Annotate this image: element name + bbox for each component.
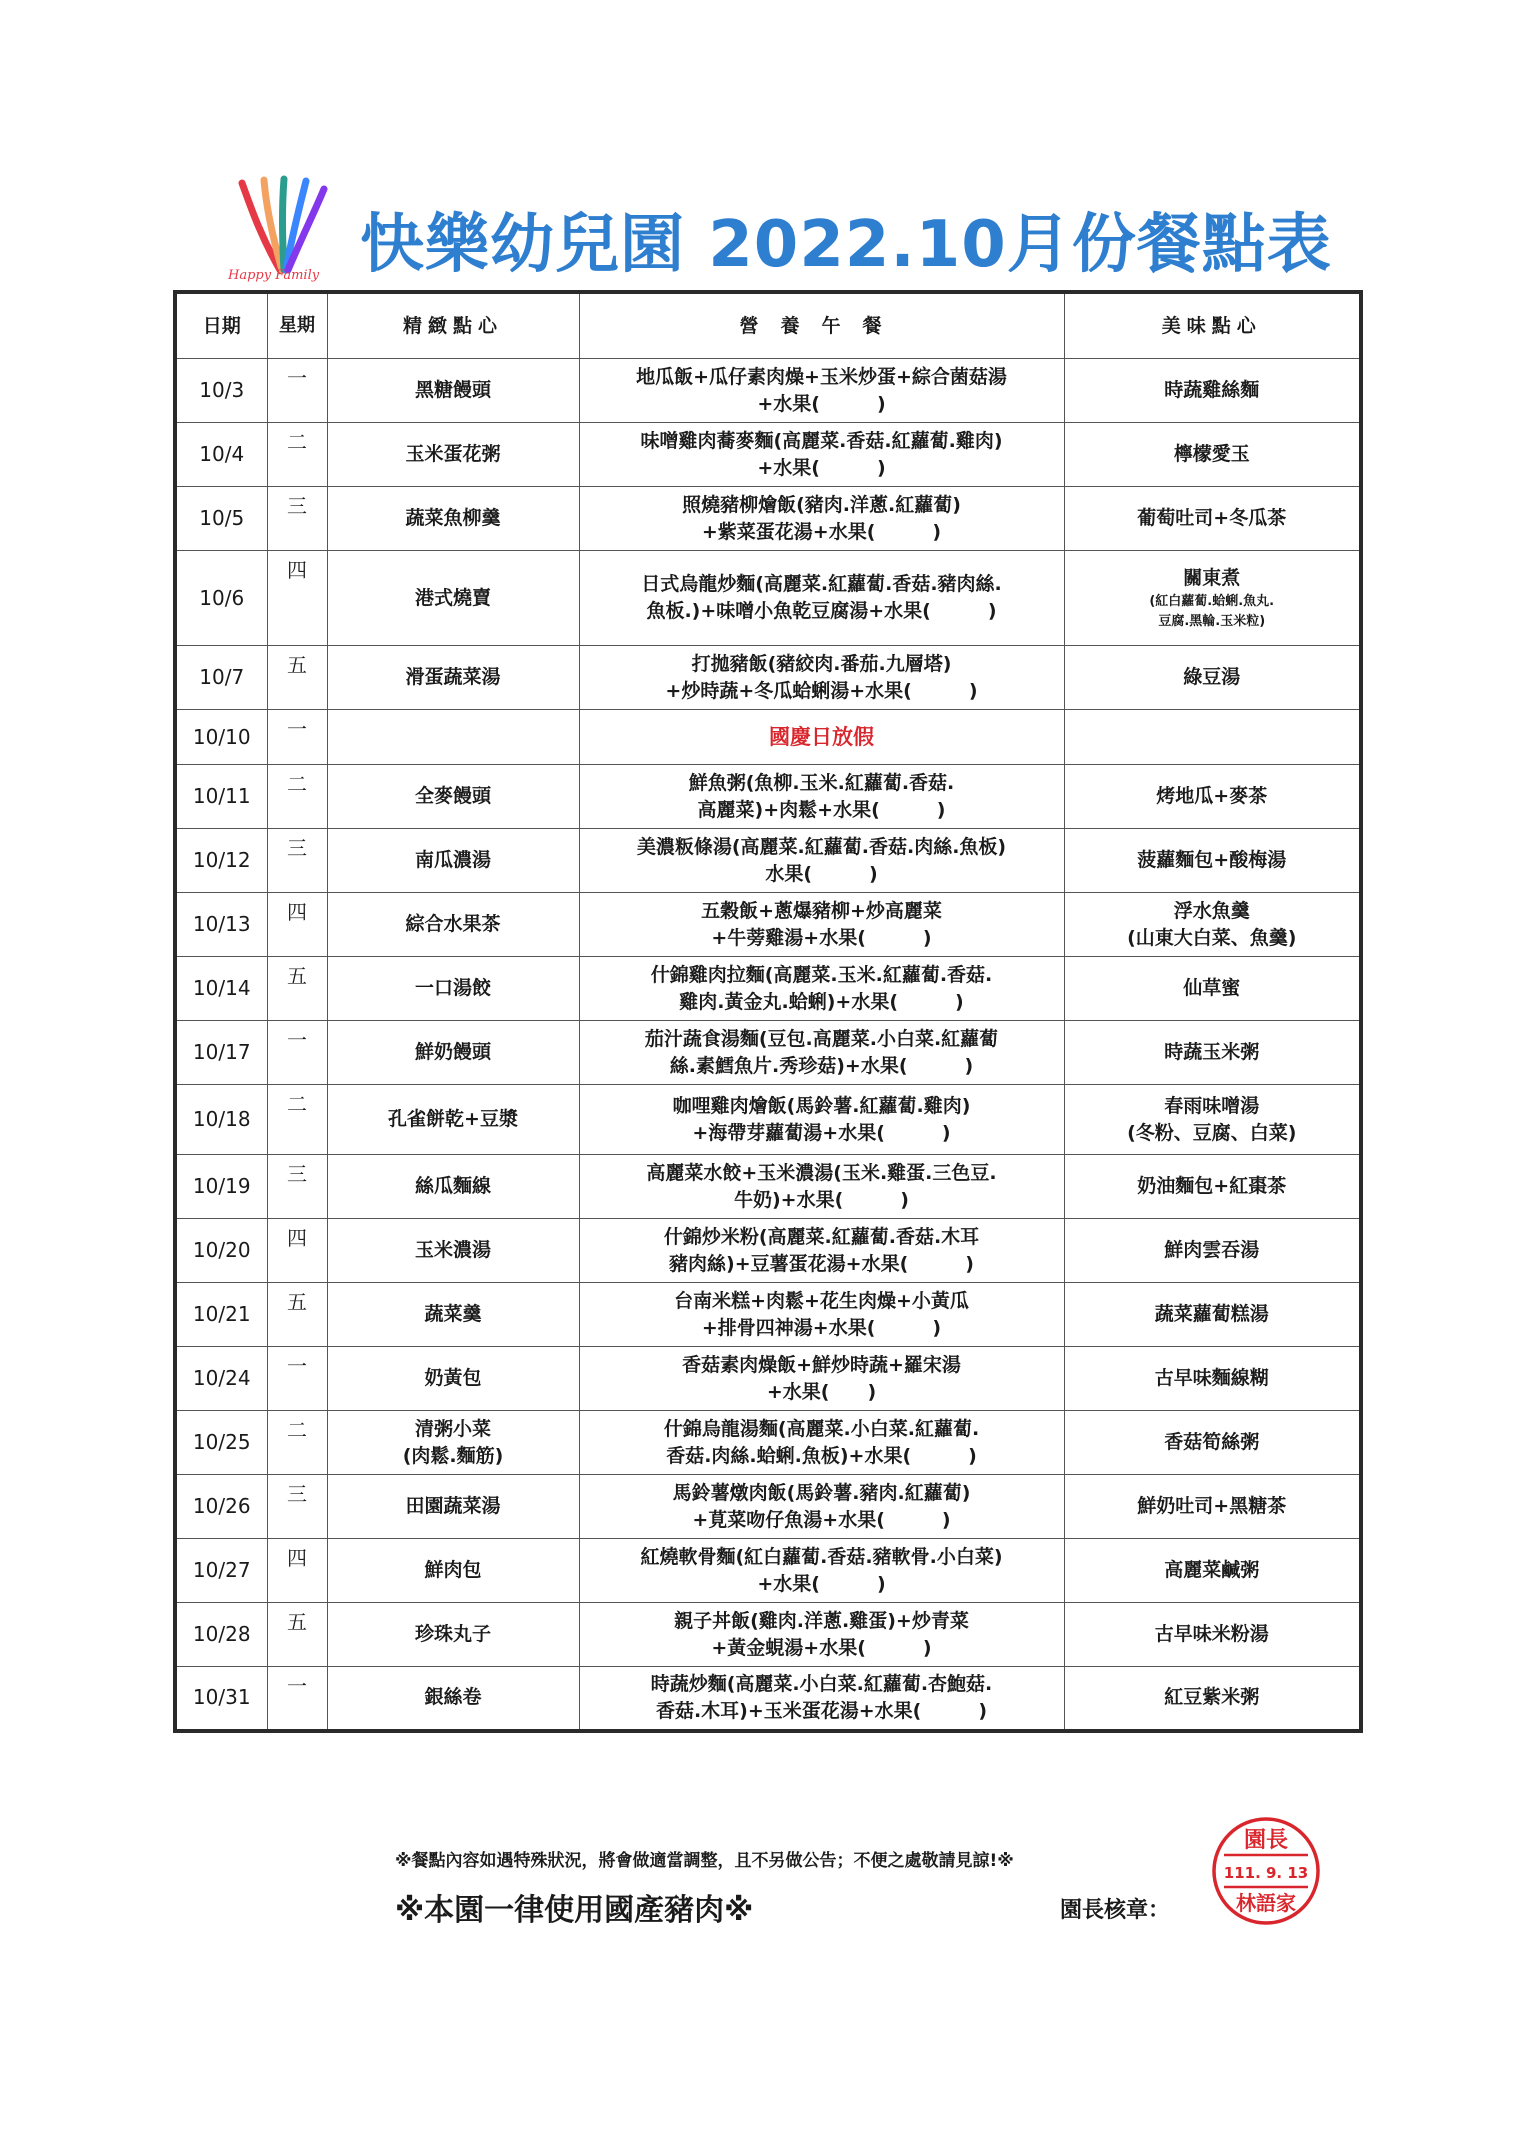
lunch-line: +牛蒡雞湯+水果( ) [711, 926, 932, 949]
row-lunch [579, 487, 1064, 551]
morning-snack-line: 田園蔬菜湯 [405, 1495, 501, 1517]
table-row [175, 1283, 1361, 1347]
row-lunch [579, 423, 1064, 487]
row-date: 10/13 [175, 893, 267, 957]
lunch-line: 打拋豬飯(豬絞肉.番茄.九層塔) [691, 652, 952, 675]
row-date: 10/21 [175, 1283, 267, 1347]
header [220, 175, 1332, 285]
afternoon-snack-line: 仙草蜜 [1183, 977, 1241, 999]
row-lunch [579, 829, 1064, 893]
lunch-line: 美濃粄條湯(高麗菜.紅蘿蔔.香菇.肉絲.魚板) [636, 835, 1007, 858]
principal-stamp-icon [1210, 1815, 1322, 1927]
row-date: 10/7 [175, 646, 267, 710]
stamp-title: 園長 [1243, 1828, 1289, 1853]
row-weekday: 四 [267, 551, 327, 646]
lunch-line: 親子丼飯(雞肉.洋蔥.雞蛋)+炒青菜 [674, 1609, 969, 1632]
row-afternoon-snack [1064, 1539, 1361, 1603]
row-afternoon-snack [1064, 765, 1361, 829]
table-row [175, 1021, 1361, 1085]
afternoon-snack-line: 時蔬雞絲麵 [1164, 379, 1260, 401]
row-morning-snack [327, 551, 579, 646]
afternoon-snack-line: 關東煮 [1183, 566, 1241, 589]
lunch-line: 香菇.木耳)+玉米蛋花湯+水果( ) [655, 1699, 988, 1722]
stamp-date: 111. 9. 13 [1223, 1864, 1309, 1882]
row-morning-snack [327, 1603, 579, 1667]
table-row [175, 1667, 1361, 1731]
lunch-line: +水果( ) [766, 1380, 877, 1403]
menu-body [175, 359, 1361, 1731]
morning-snack-line: 一口湯餃 [414, 977, 491, 999]
lunch-line: 地瓜飯+瓜仔素肉燥+玉米炒蛋+綜合菌菇湯 [636, 365, 1007, 388]
row-weekday: 二 [267, 1085, 327, 1155]
lunch-line: 什錦雞肉拉麵(高麗菜.玉米.紅蘿蔔.香菇. [650, 963, 993, 986]
table-row [175, 710, 1361, 765]
lunch-line: 鮮魚粥(魚柳.玉米.紅蘿蔔.香菇. [688, 771, 955, 794]
row-date: 10/27 [175, 1539, 267, 1603]
afternoon-snack-line: 葡萄吐司+冬瓜茶 [1137, 507, 1287, 529]
morning-snack-line: 滑蛋蔬菜湯 [405, 666, 501, 688]
morning-snack-line: 鮮奶饅頭 [414, 1041, 491, 1063]
row-weekday: 五 [267, 646, 327, 710]
row-date: 10/10 [175, 710, 267, 765]
row-weekday: 一 [267, 359, 327, 423]
morning-snack-line: 孔雀餅乾+豆漿 [388, 1108, 518, 1130]
morning-snack-line: 玉米濃湯 [414, 1239, 491, 1261]
row-lunch [579, 551, 1064, 646]
row-date: 10/19 [175, 1155, 267, 1219]
table-row [175, 1539, 1361, 1603]
afternoon-snack-line: 豆腐.黑輪.玉米粒) [1158, 613, 1266, 629]
row-morning-snack [327, 957, 579, 1021]
lunch-line: +黃金蜆湯+水果( ) [711, 1636, 932, 1659]
row-lunch [579, 1021, 1064, 1085]
table-row [175, 551, 1361, 646]
lunch-line: +海帶芽蘿蔔湯+水果( ) [692, 1121, 951, 1144]
table-row [175, 359, 1361, 423]
row-weekday: 二 [267, 423, 327, 487]
afternoon-snack-line: 古早味米粉湯 [1154, 1623, 1269, 1645]
row-afternoon-snack [1064, 1475, 1361, 1539]
table-row [175, 1603, 1361, 1667]
afternoon-snack-line: 檸檬愛玉 [1173, 443, 1250, 465]
row-morning-snack [327, 487, 579, 551]
morning-snack-line: (肉鬆.麵筋) [402, 1444, 504, 1467]
table-row [175, 1219, 1361, 1283]
row-lunch [579, 1085, 1064, 1155]
page-title: 快樂幼兒園 2022.10月份餐點表 [360, 208, 1332, 282]
lunch-line: 高麗菜)+肉鬆+水果( ) [697, 798, 946, 821]
lunch-line: +排骨四神湯+水果( ) [701, 1316, 942, 1339]
afternoon-snack-line: 奶油麵包+紅棗茶 [1137, 1175, 1287, 1197]
row-weekday: 一 [267, 1021, 327, 1085]
lunch-line: 照燒豬柳燴飯(豬肉.洋蔥.紅蘿蔔) [682, 493, 961, 516]
row-date: 10/14 [175, 957, 267, 1021]
row-morning-snack [327, 1539, 579, 1603]
lunch-line: 國慶日放假 [769, 724, 874, 749]
column-header-lunch: 營養午餐 [579, 292, 1064, 359]
lunch-line: 日式烏龍炒麵(高麗菜.紅蘿蔔.香菇.豬肉絲. [641, 573, 1002, 595]
row-weekday: 三 [267, 487, 327, 551]
table-row [175, 1155, 1361, 1219]
lunch-line: 紅燒軟骨麵(紅白蘿蔔.香菇.豬軟骨.小白菜) [640, 1545, 1003, 1568]
morning-snack-line: 綜合水果茶 [405, 913, 501, 935]
row-lunch [579, 1411, 1064, 1475]
row-afternoon-snack [1064, 359, 1361, 423]
row-afternoon-snack [1064, 893, 1361, 957]
row-lunch [579, 1347, 1064, 1411]
logo-icon [220, 175, 340, 285]
afternoon-snack-line: 綠豆湯 [1183, 666, 1241, 688]
afternoon-snack-line: 烤地瓜+麥茶 [1156, 785, 1268, 807]
lunch-line: 高麗菜水餃+玉米濃湯(玉米.雞蛋.三色豆. [646, 1161, 997, 1184]
row-weekday: 四 [267, 893, 327, 957]
row-morning-snack [327, 1475, 579, 1539]
row-lunch [579, 957, 1064, 1021]
lunch-line: +水果( ) [757, 456, 886, 479]
morning-snack-line: 南瓜濃湯 [414, 849, 491, 871]
menu-table [173, 290, 1363, 1733]
row-date: 10/18 [175, 1085, 267, 1155]
afternoon-snack-line: 蔬菜蘿蔔糕湯 [1154, 1303, 1269, 1325]
table-row [175, 1085, 1361, 1155]
row-afternoon-snack [1064, 1667, 1361, 1731]
row-date: 10/11 [175, 765, 267, 829]
row-afternoon-snack [1064, 1411, 1361, 1475]
morning-snack-line: 銀絲卷 [424, 1686, 482, 1709]
morning-snack-line: 蔬菜魚柳羹 [405, 507, 501, 529]
row-date: 10/28 [175, 1603, 267, 1667]
lunch-line: 絲.素鱈魚片.秀珍菇)+水果( ) [669, 1054, 974, 1077]
morning-snack-line: 珍珠丸子 [414, 1623, 491, 1645]
morning-snack-line: 黑糖饅頭 [414, 379, 491, 401]
row-afternoon-snack [1064, 1085, 1361, 1155]
table-header-row [175, 292, 1361, 359]
row-weekday: 一 [267, 1667, 327, 1731]
row-afternoon-snack [1064, 1283, 1361, 1347]
row-date: 10/25 [175, 1411, 267, 1475]
row-date: 10/24 [175, 1347, 267, 1411]
column-header-morning-snack: 精緻點心 [327, 292, 579, 359]
row-morning-snack [327, 1347, 579, 1411]
row-morning-snack [327, 1667, 579, 1731]
stamp-label: 園長核章： [1060, 1898, 1171, 1923]
afternoon-snack-line: 菠蘿麵包+酸梅湯 [1137, 849, 1287, 871]
lunch-line: 豬肉絲)+豆薯蛋花湯+水果( ) [669, 1252, 974, 1275]
morning-snack-line: 玉米蛋花粥 [405, 443, 501, 465]
morning-snack-line: 港式燒賣 [414, 586, 491, 609]
table-row [175, 487, 1361, 551]
row-weekday: 五 [267, 1283, 327, 1347]
row-weekday: 四 [267, 1539, 327, 1603]
lunch-line: 時蔬炒麵(高麗菜.小白菜.紅蘿蔔.杏鮑菇. [650, 1672, 993, 1695]
lunch-line: 雞肉.黃金丸.蛤蜊)+水果( ) [679, 990, 964, 1013]
lunch-line: +水果( ) [757, 1572, 886, 1595]
row-lunch [579, 1603, 1064, 1667]
morning-snack-line: 奶黃包 [424, 1367, 482, 1389]
row-date: 10/17 [175, 1021, 267, 1085]
row-morning-snack [327, 359, 579, 423]
row-lunch [579, 893, 1064, 957]
lunch-line: 咖哩雞肉燴飯(馬鈴薯.紅蘿蔔.雞肉) [672, 1094, 971, 1117]
table-row [175, 646, 1361, 710]
row-afternoon-snack [1064, 646, 1361, 710]
row-afternoon-snack [1064, 487, 1361, 551]
morning-snack-line: 全麥饅頭 [414, 785, 491, 807]
row-afternoon-snack [1064, 957, 1361, 1021]
morning-snack-line: 清粥小菜 [414, 1417, 491, 1440]
row-afternoon-snack [1064, 1219, 1361, 1283]
morning-snack-line: 蔬菜羹 [424, 1303, 482, 1325]
lunch-line: 味噌雞肉蕎麥麵(高麗菜.香菇.紅蘿蔔.雞肉) [640, 429, 1003, 452]
row-date: 10/5 [175, 487, 267, 551]
row-date: 10/3 [175, 359, 267, 423]
row-morning-snack [327, 765, 579, 829]
lunch-line: 香菇素肉燥飯+鮮炒時蔬+羅宋湯 [682, 1353, 961, 1376]
lunch-line: 什錦炒米粉(高麗菜.紅蘿蔔.香菇.木耳 [663, 1225, 980, 1248]
lunch-line: 牛奶)+水果( ) [734, 1188, 909, 1211]
row-weekday: 四 [267, 1219, 327, 1283]
table-row [175, 893, 1361, 957]
afternoon-snack-line: (紅白蘿蔔.蛤蜊.魚丸. [1149, 593, 1275, 609]
afternoon-snack-line: 春雨味噌湯 [1164, 1094, 1260, 1117]
lunch-line: 香菇.肉絲.蛤蜊.魚板)+水果( ) [666, 1444, 977, 1467]
afternoon-snack-line: 時蔬玉米粥 [1164, 1041, 1260, 1063]
logo-text: Happy Family [228, 268, 320, 283]
row-weekday: 五 [267, 957, 327, 1021]
row-weekday: 二 [267, 765, 327, 829]
column-header-afternoon-snack: 美味點心 [1064, 292, 1361, 359]
afternoon-snack-line: (山東大白菜、魚羹) [1127, 926, 1297, 949]
afternoon-snack-line: 香菇筍絲粥 [1164, 1431, 1260, 1453]
row-morning-snack [327, 1085, 579, 1155]
table-row [175, 1475, 1361, 1539]
row-lunch [579, 1283, 1064, 1347]
row-weekday: 五 [267, 1603, 327, 1667]
lunch-line: +水果( ) [757, 392, 886, 415]
afternoon-snack-line: 鮮肉雲吞湯 [1164, 1239, 1260, 1261]
row-lunch [579, 1155, 1064, 1219]
row-morning-snack [327, 423, 579, 487]
row-morning-snack [327, 1411, 579, 1475]
row-morning-snack [327, 710, 579, 765]
row-afternoon-snack [1064, 710, 1361, 765]
morning-snack-line: 絲瓜麵線 [414, 1175, 491, 1197]
row-lunch [579, 765, 1064, 829]
row-afternoon-snack [1064, 423, 1361, 487]
table-row [175, 829, 1361, 893]
row-afternoon-snack [1064, 1603, 1361, 1667]
row-holiday [579, 710, 1064, 765]
row-lunch [579, 1539, 1064, 1603]
row-weekday: 三 [267, 1155, 327, 1219]
row-morning-snack [327, 1283, 579, 1347]
row-date: 10/20 [175, 1219, 267, 1283]
lunch-line: 水果( ) [765, 862, 878, 885]
row-lunch [579, 1219, 1064, 1283]
lunch-line: 五穀飯+蔥爆豬柳+炒高麗菜 [701, 899, 942, 922]
row-lunch [579, 359, 1064, 423]
table-row [175, 423, 1361, 487]
row-lunch [579, 646, 1064, 710]
row-morning-snack [327, 1219, 579, 1283]
afternoon-snack-line: 紅豆紫米粥 [1164, 1686, 1260, 1709]
row-date: 10/12 [175, 829, 267, 893]
column-header-date: 日期 [175, 292, 267, 359]
row-weekday: 一 [267, 1347, 327, 1411]
afternoon-snack-line: 高麗菜鹹粥 [1164, 1559, 1260, 1581]
row-afternoon-snack [1064, 551, 1361, 646]
row-weekday: 三 [267, 1475, 327, 1539]
row-morning-snack [327, 1021, 579, 1085]
table-row [175, 957, 1361, 1021]
row-date: 10/31 [175, 1667, 267, 1731]
afternoon-snack-line: 浮水魚羹 [1173, 899, 1250, 922]
afternoon-snack-line: 古早味麵線糊 [1154, 1367, 1269, 1389]
row-date: 10/6 [175, 551, 267, 646]
row-afternoon-snack [1064, 1347, 1361, 1411]
row-morning-snack [327, 893, 579, 957]
lunch-line: 茄汁蔬食湯麵(豆包.高麗菜.小白菜.紅蘿蔔 [644, 1027, 999, 1050]
row-afternoon-snack [1064, 829, 1361, 893]
row-weekday: 一 [267, 710, 327, 765]
column-header-weekday: 星期 [267, 292, 327, 359]
row-weekday: 三 [267, 829, 327, 893]
table-row [175, 1411, 1361, 1475]
row-lunch [579, 1667, 1064, 1731]
row-afternoon-snack [1064, 1021, 1361, 1085]
afternoon-snack-line: (冬粉、豆腐、白菜) [1127, 1121, 1297, 1144]
lunch-line: +炒時蔬+冬瓜蛤蜊湯+水果( ) [665, 679, 978, 702]
stamp-name: 林語家 [1236, 1891, 1296, 1915]
row-date: 10/26 [175, 1475, 267, 1539]
row-morning-snack [327, 646, 579, 710]
row-date: 10/4 [175, 423, 267, 487]
lunch-line: +紫菜蛋花湯+水果( ) [701, 520, 942, 543]
row-weekday: 二 [267, 1411, 327, 1475]
lunch-line: 台南米糕+肉鬆+花生肉燥+小黃瓜 [674, 1289, 969, 1312]
table-row [175, 1347, 1361, 1411]
row-morning-snack [327, 1155, 579, 1219]
row-lunch [579, 1475, 1064, 1539]
lunch-line: +莧菜吻仔魚湯+水果( ) [692, 1508, 951, 1531]
lunch-line: 什錦烏龍湯麵(高麗菜.小白菜.紅蘿蔔. [663, 1417, 980, 1440]
lunch-line: 魚板.)+味噌小魚乾豆腐湯+水果( ) [646, 600, 997, 622]
afternoon-snack-line: 鮮奶吐司+黑糖茶 [1137, 1495, 1287, 1517]
footer-domestic-pork: ※本園一律使用國產豬肉※ [395, 1893, 754, 1928]
morning-snack-line: 鮮肉包 [424, 1559, 482, 1581]
lunch-line: 馬鈴薯燉肉飯(馬鈴薯.豬肉.紅蘿蔔) [672, 1481, 971, 1504]
table-row [175, 765, 1361, 829]
row-morning-snack [327, 829, 579, 893]
row-afternoon-snack [1064, 1155, 1361, 1219]
footer-note: ※餐點內容如遇特殊狀況，將會做適當調整，且不另做公告；不便之處敬請見諒!※ [395, 1851, 1014, 1871]
